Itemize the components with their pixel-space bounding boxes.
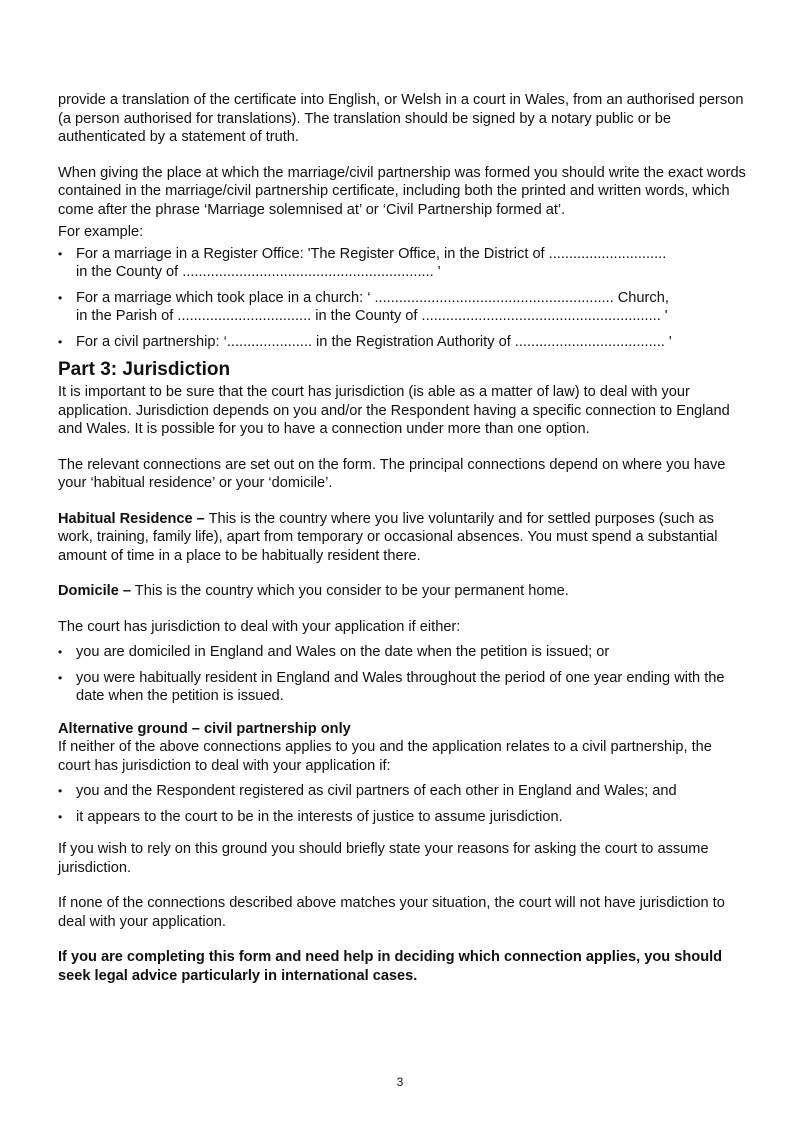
bullet-icon: •	[58, 246, 63, 261]
list-item	[58, 333, 748, 352]
alternative-ground-intro: If neither of the above connections applies to you and the application relates to a civil partnership, the court has jurisdiction to deal with your application if:	[58, 739, 712, 774]
section-heading: Part 3: Jurisdiction	[58, 359, 231, 380]
bullet-icon: •	[58, 334, 63, 349]
list-item	[58, 289, 748, 326]
alternative-list	[58, 782, 748, 826]
examples-list	[58, 245, 748, 352]
domicile-text: This is the country which you consider to be your permanent home.	[131, 583, 569, 599]
importance-paragraph: It is important to be sure that the court has jurisdiction (is able as a matter of law) to deal with your application. Jurisdiction depends on you and/or the Respondent having a specific connection to England and Wales. It is possible for you to have a connection under more than one option.	[58, 384, 730, 437]
bullet-icon: •	[58, 784, 63, 798]
list-item-text: you and the Respondent registered as civil partners of each other in England and Wales; and	[76, 783, 677, 799]
list-item	[58, 808, 748, 827]
list-item-text: it appears to the court to be in the interests of justice to assume jurisdiction.	[76, 808, 563, 825]
place-paragraph: When giving the place at which the marriage/civil partnership was formed you should write the exact words contained in the marriage/civil partnership certificate, including both the printed and written words, which come after the phrase ‘Marriage solemnised at’ or ‘Civil Partnership formed at’.	[58, 164, 746, 218]
bullet-icon: •	[58, 290, 63, 305]
either-intro: The court has jurisdiction to deal with your application if either:	[58, 618, 461, 635]
example-line-1: For a civil partnership: ‘..................... in the Registration Authority of ..................................... '	[76, 333, 672, 350]
list-item	[58, 643, 748, 662]
legal-advice-paragraph: If you are completing this form and need help in deciding which connection applies, you should seek legal advice particularly in international cases.	[58, 949, 723, 984]
domicile-paragraph	[58, 582, 748, 601]
list-item	[58, 669, 748, 706]
domicile-term: Domicile –	[58, 583, 131, 599]
translation-paragraph: provide a translation of the certificate into English, or Welsh in a court in Wales, from an authorised person (a person authorised for translations). The translation should be signed by a notary public or be authenticated by a statement of truth.	[58, 92, 744, 145]
habitual-residence-text: This is the country where you live voluntarily and for settled purposes (such as work, training, family life), apart from temporary or occasional absences. You must spend a substantial amount of time in a place to be habitually resident there.	[58, 510, 718, 564]
page-number: 3	[396, 1075, 404, 1089]
example-line-1: For a marriage which took place in a church: ‘ ........................................................... Church,	[76, 289, 669, 306]
alternative-ground-heading: Alternative ground – civil partnership only	[58, 720, 351, 737]
bullet-icon: •	[58, 645, 63, 659]
example-line-1: For a marriage in a Register Office: 'The Register Office, in the District of .............................	[76, 245, 667, 262]
no-jurisdiction-paragraph: If none of the connections described above matches your situation, the court will not have jurisdiction to deal with your application.	[58, 895, 725, 930]
habitual-residence-paragraph	[58, 510, 748, 566]
bullet-icon: •	[58, 809, 63, 824]
list-item	[58, 782, 748, 801]
connections-paragraph: The relevant connections are set out on the form. The principal connections depend on where you have your ‘habitual residence’ or your ‘domicile’.	[58, 456, 726, 491]
list-item-text: you are domiciled in England and Wales on the date when the petition is issued; or	[76, 644, 610, 660]
either-list	[58, 643, 748, 706]
rely-paragraph: If you wish to rely on this ground you should briefly state your reasons for asking the court to assume jurisdiction.	[58, 841, 709, 876]
for-example-label: For example:	[58, 224, 144, 240]
list-item	[58, 245, 748, 282]
example-line-2: in the County of .............................................................. '	[76, 264, 441, 280]
habitual-residence-term: Habitual Residence –	[58, 510, 205, 527]
document-page	[58, 91, 748, 985]
list-item-text: you were habitually resident in England and Wales throughout the period of one year ending with the date when the petition is issued.	[76, 669, 725, 704]
bullet-icon: •	[58, 670, 63, 685]
example-line-2: in the Parish of ................................. in the County of ........................................................... '	[76, 308, 668, 324]
